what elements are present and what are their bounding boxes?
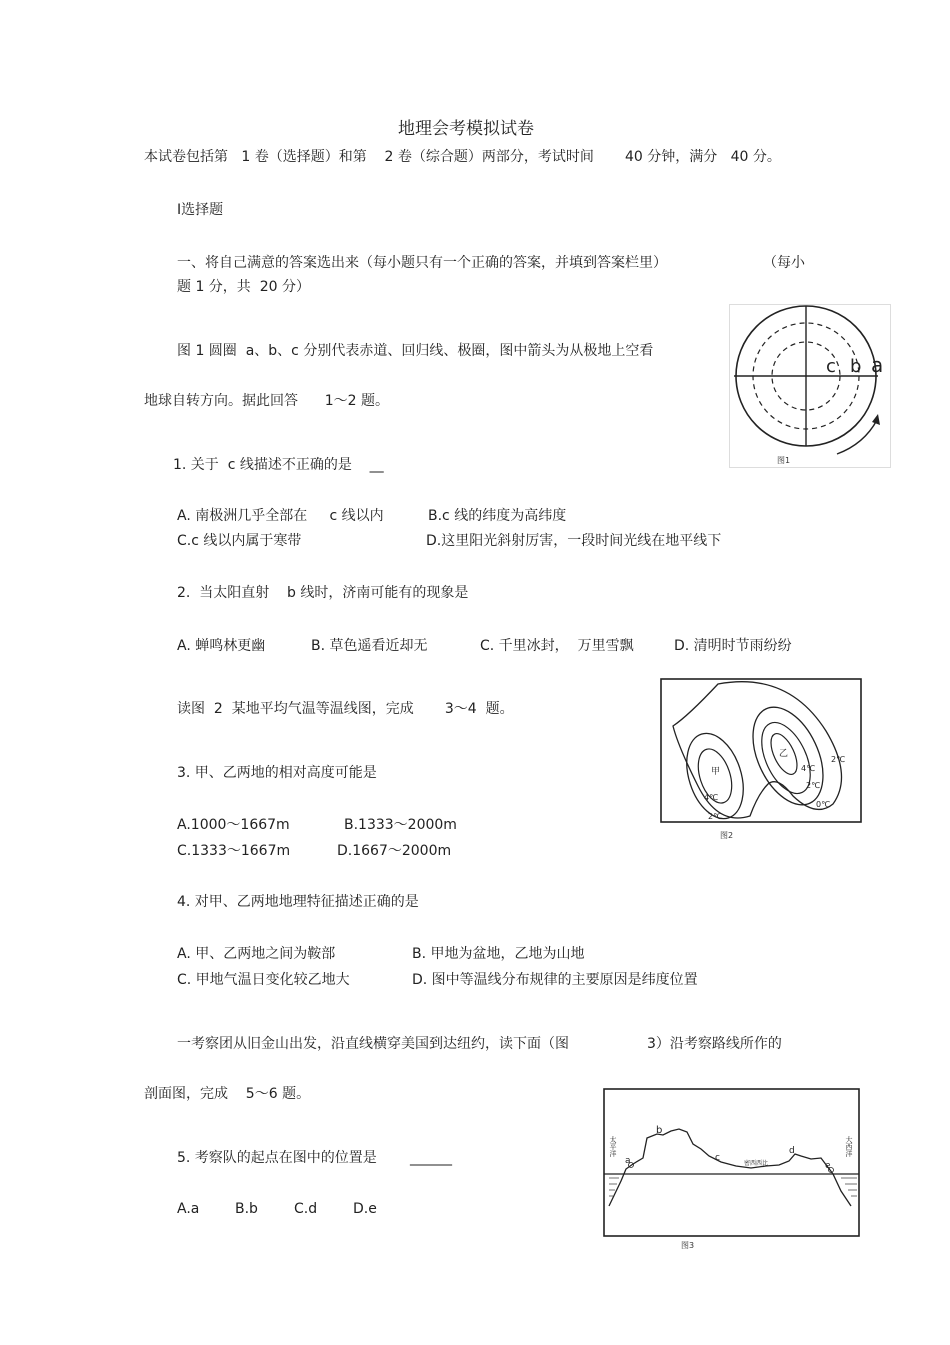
- q5-stem: 5. 考察队的起点在图中的位置是: [177, 1150, 377, 1166]
- q1-option-c: C.c 线以内属于寒带: [177, 533, 302, 549]
- figure-1-diagram: [729, 304, 891, 468]
- figure-1-caption: 图1: [777, 456, 791, 465]
- figure-1: [729, 304, 891, 468]
- label-point-b: b: [656, 1125, 663, 1136]
- q3-stem: 3. 甲、乙两地的相对高度可能是: [177, 765, 377, 781]
- label-point-c: c: [715, 1153, 720, 1163]
- q4-option-d: D. 图中等温线分布规律的主要原因是纬度位置: [412, 972, 698, 988]
- page-title: 地理会考模拟试卷: [398, 119, 534, 139]
- q3-option-d: D.1667～2000m: [337, 843, 452, 859]
- q1-option-b: B.c 线的纬度为高纬度: [428, 508, 567, 524]
- label-jia-2c: 2℃: [708, 812, 723, 821]
- label-right-2c: 2℃: [831, 755, 846, 764]
- figure3-intro-line2: 剖面图，完成 5～6 题。: [144, 1086, 311, 1102]
- q2-option-b: B. 草色遥看近却无: [311, 638, 428, 654]
- q4-option-b: B. 甲地为盆地，乙地为山地: [412, 946, 585, 962]
- figure2-intro: 读图 2 某地平均气温等温线图，完成 3～4 题。: [177, 701, 514, 717]
- label-0c: 0℃: [816, 800, 831, 809]
- figure-3-diagram: [601, 1086, 867, 1260]
- figure-2-diagram: [658, 676, 864, 852]
- q5-option-c: C.d: [294, 1201, 318, 1217]
- label-c: c: [826, 356, 836, 377]
- q1-option-a: A. 南极洲几乎全部在 c 线以内: [177, 508, 384, 524]
- part1-instruction-tail: （每小: [763, 255, 805, 271]
- label-jia-4c: 4℃: [704, 793, 719, 802]
- q2-stem: 2. 当太阳直射 b 线时，济南可能有的现象是: [177, 585, 469, 601]
- part1-score-note: 题 1 分，共 20 分）: [177, 279, 310, 295]
- label-b: b: [850, 356, 862, 377]
- label-pacific: 太平洋: [609, 1136, 617, 1157]
- label-point-a: a: [625, 1156, 631, 1166]
- q1-option-d: D.这里阳光斜射厉害，一段时间光线在地平线下: [426, 533, 722, 549]
- label-point-d: d: [789, 1146, 795, 1156]
- label-atlantic: 大西洋: [845, 1136, 853, 1157]
- q2-option-d: D. 清明时节雨纷纷: [674, 638, 792, 654]
- q3-option-a: A.1000～1667m: [177, 817, 290, 833]
- q5-answer-blank[interactable]: ______: [410, 1150, 452, 1166]
- figure-2: [658, 676, 864, 852]
- rotation-arrowhead: [872, 414, 880, 425]
- q3-option-c: C.1333～1667m: [177, 843, 291, 859]
- q2-option-a: A. 蝉鸣林更幽: [177, 638, 266, 654]
- q5-option-a: A.a: [177, 1201, 200, 1217]
- label-a: a: [871, 353, 884, 377]
- figure1-intro-line2: 地球自转方向。据此回答 1～2 题。: [144, 393, 389, 409]
- label-yi: 乙: [779, 749, 789, 759]
- q4-stem: 4. 对甲、乙两地地理特征描述正确的是: [177, 894, 419, 910]
- figure-2-frame: [661, 679, 861, 822]
- label-yi-4c: 4℃: [801, 764, 816, 773]
- section-heading: Ⅰ选择题: [177, 202, 224, 218]
- label-point-e: e: [825, 1161, 831, 1171]
- q3-option-b: B.1333～2000m: [344, 817, 457, 833]
- q5-option-d: D.e: [353, 1201, 377, 1217]
- exam-intro: 本试卷包括第 1 卷（选择题）和第 2 卷（综合题）两部分，考试时间 40 分钟，满分 40 分。: [144, 149, 781, 165]
- figure-2-caption: 图2: [720, 831, 734, 840]
- figure3-intro-line1: 一考察团从旧金山出发，沿直线横穿美国到达纽约，读下面（图: [177, 1036, 569, 1052]
- q2-option-c: C. 千里冰封， 万里雪飘: [480, 638, 634, 654]
- q4-option-c: C. 甲地气温日变化较乙地大: [177, 972, 350, 988]
- figure3-intro-tail: 3）沿考察路线所作的: [647, 1036, 782, 1052]
- terrain-profile: [609, 1129, 851, 1206]
- label-mississippi: 密西西比: [744, 1160, 769, 1167]
- label-yi-2c: 2℃: [806, 781, 821, 790]
- right-ocean-hatch: [841, 1178, 857, 1196]
- figure-3-caption: 图3: [681, 1241, 695, 1250]
- q1-stem: 1. 关于 c 线描述不正确的是 __: [173, 457, 384, 473]
- label-jia: 甲: [711, 767, 721, 777]
- q5-option-b: B.b: [235, 1201, 258, 1217]
- figure1-intro-line1: 图 1 圆圈 a、b、c 分别代表赤道、回归线、极圈，图中箭头为从极地上空看: [177, 343, 654, 359]
- figure-3: [601, 1086, 867, 1260]
- part1-instruction: 一、将自己满意的答案选出来（每小题只有一个正确的答案，并填到答案栏里）: [177, 255, 667, 271]
- figure-3-frame: [604, 1089, 859, 1236]
- q4-option-a: A. 甲、乙两地之间为鞍部: [177, 946, 336, 962]
